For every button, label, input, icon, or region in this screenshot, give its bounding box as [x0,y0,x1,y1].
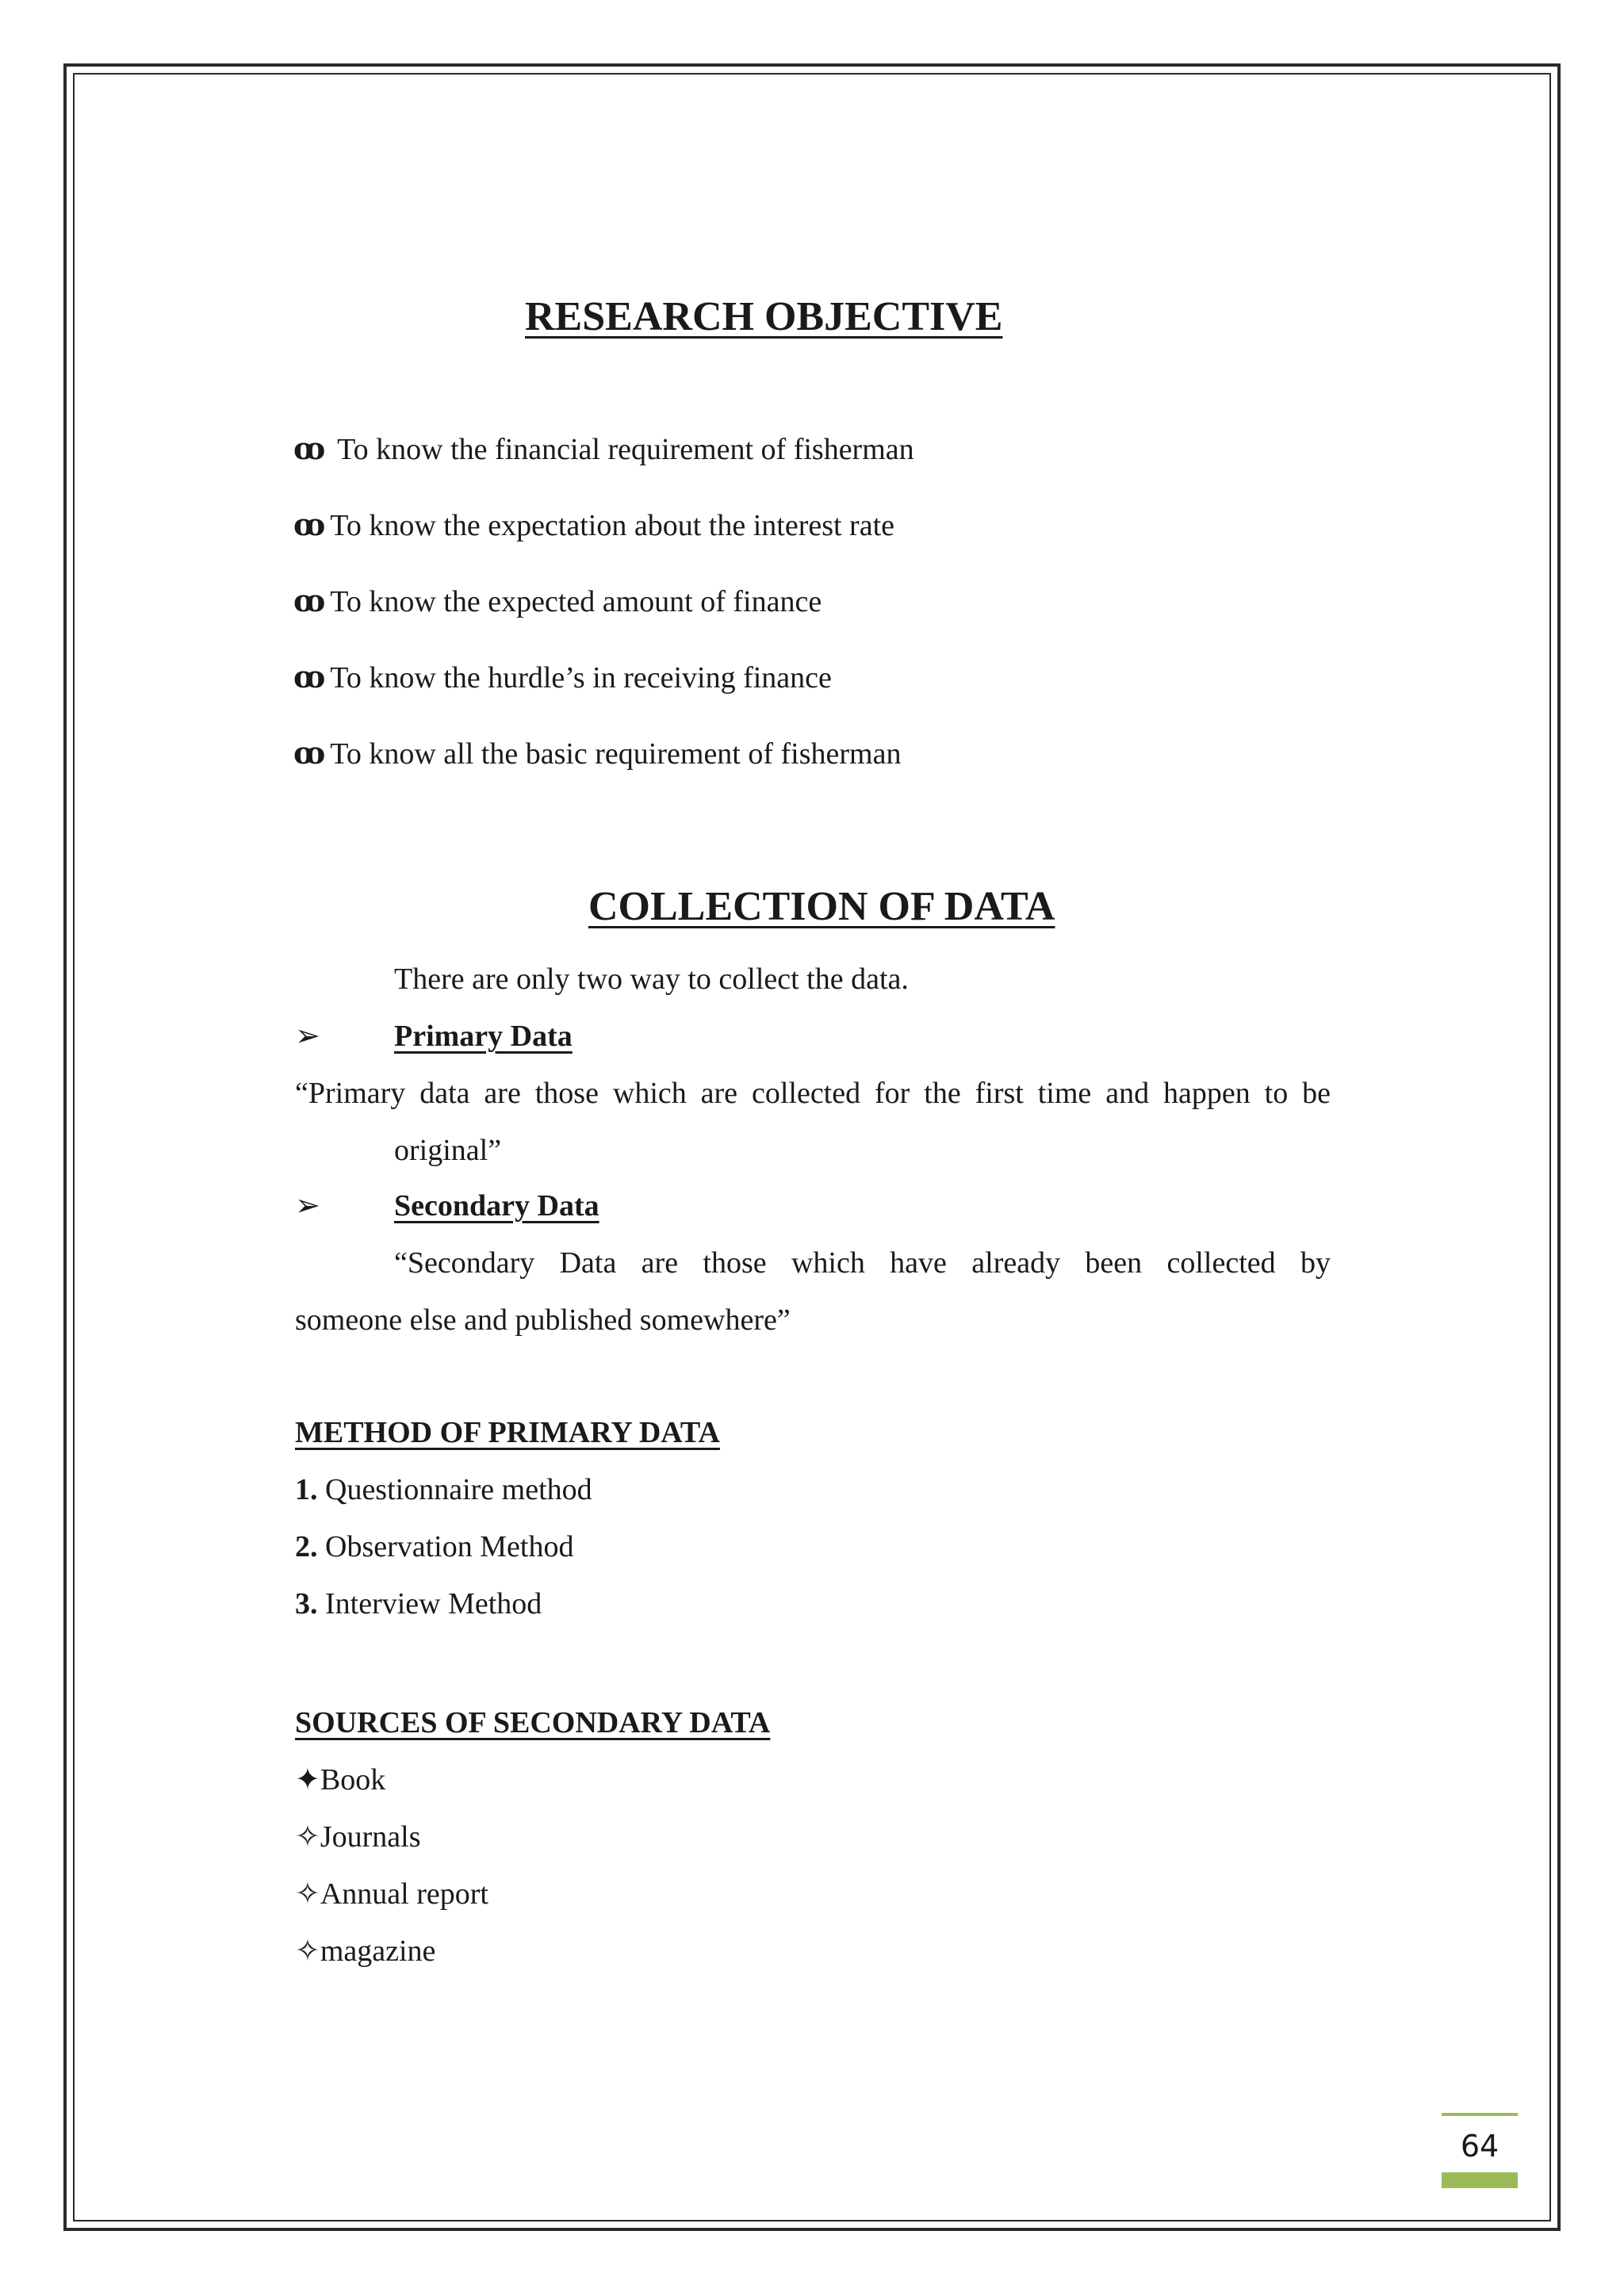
secondary-quote-line1: “Secondary Data are those which have already been collected by [394,1246,1331,1280]
bullet-icon: ꝏ [293,661,326,695]
star-outline-icon: ✧ [295,1934,320,1968]
bullet-icon: ꝏ [293,433,326,466]
bullet-icon: ꝏ [293,509,326,542]
source-item: ✧magazine [295,1934,436,1968]
objective-item: ꝏ To know all the basic requirement of fisherman [293,737,902,771]
star-outline-icon: ✧ [295,1877,320,1911]
page-number-box [1442,2113,1518,2188]
research-objective-title: RESEARCH OBJECTIVE [525,294,1003,339]
sources-secondary-title: SOURCES OF SECONDARY DATA [295,1706,771,1739]
collection-intro: There are only two way to collect the data. [394,962,909,996]
objective-item: ꝏ To know the financial requirement of fisherman [293,433,914,466]
bullet-icon: ꝏ [293,737,326,771]
objective-item: ꝏ To know the hurdle’s in receiving finance [293,661,832,695]
method-item: 3. Interview Method [295,1587,542,1621]
method-item: 2. Observation Method [295,1530,574,1563]
page-number-bottom-bar [1442,2172,1518,2188]
primary-quote-line2: original” [394,1134,502,1167]
primary-data-heading: Primary Data [394,1020,573,1053]
source-item: ✧Annual report [295,1877,488,1911]
method-primary-title: METHOD OF PRIMARY DATA [295,1416,720,1449]
source-item: ✦Book [295,1763,386,1797]
objective-item: ꝏ To know the expectation about the interest rate [293,509,894,542]
page-number: 64 [1460,2129,1500,2164]
bullet-icon: ꝏ [293,585,326,618]
method-item: 1. Questionnaire method [295,1473,592,1506]
arrow-icon: ➢ [295,1020,320,1053]
primary-quote-line1: “Primary data are those which are collected for the first time and happen to be [295,1077,1331,1110]
star-outline-icon: ✧ [295,1820,320,1854]
objective-item: ꝏ To know the expected amount of finance [293,585,822,618]
collection-title: COLLECTION OF DATA [588,884,1055,929]
star-icon: ✦ [295,1763,320,1797]
source-item: ✧Journals [295,1820,421,1854]
secondary-data-heading: Secondary Data [394,1189,599,1223]
secondary-quote-line2: someone else and published somewhere” [295,1303,791,1337]
page-number-top-rule [1442,2113,1518,2116]
arrow-icon: ➢ [295,1189,320,1223]
